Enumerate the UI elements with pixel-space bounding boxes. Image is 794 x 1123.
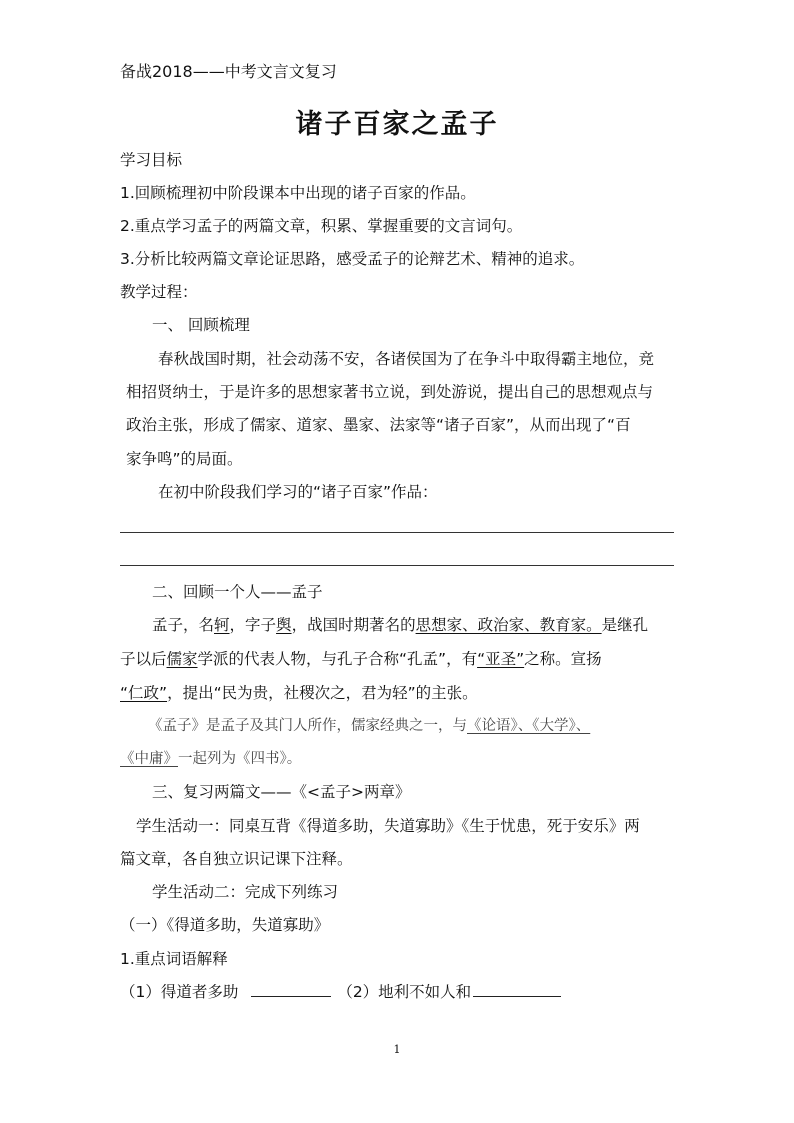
text-run: ，战国时期著名的 [291,616,416,634]
goal-item-1: 1.回顾梳理初中阶段课本中出现的诸子百家的作品。 [120,184,476,202]
mengzi-bio-line-3 [120,683,478,703]
underlined-roles: 思想家、政治家、教育家。 [415,616,602,634]
section1-para-line-4: 家争鸣”的局面。 [126,450,243,468]
underlined-books: 《论语》、《大学》、 [467,718,591,734]
section1-para-line-2: 相招贤纳士，于是许多的思想家著书立说，到处游说，提出自己的思想观点与 [126,383,654,401]
underlined-school: 儒家 [166,650,198,668]
subsection-1-title: （一）《得道多助，失道寡助》 [120,916,330,934]
goal-item-2: 2.重点学习孟子的两篇文章，积累、掌握重要的文言词句。 [120,217,523,235]
activity2: 学生活动二：完成下列练习 [152,883,339,901]
question-1-items [120,982,561,1002]
activity1-line-1: 学生活动一：同桌互背《得道多助，失道寡助》《生于忧患，死于安乐》两 [136,817,640,835]
document-title: 诸子百家之孟子 [295,109,499,140]
activity1-line-2: 篇文章，各自独立识记课下注释。 [120,850,353,868]
goal-item-3: 3.分析比较两篇文章论证思路，感受孟子的论辩艺术、精神的追求。 [120,250,585,268]
goals-heading: 学习目标 [120,151,183,169]
underlined-book: 《中庸》 [120,751,178,767]
text-run: ，字子 [229,616,277,634]
answer-blank-1[interactable] [251,982,331,997]
answer-line-1[interactable] [120,532,674,533]
section1-para-line-3: 政治主张，形成了儒家、道家、墨家、法家等“诸子百家”，从而出现了“百 [126,416,631,434]
answer-blank-2[interactable] [473,982,561,997]
section2-heading: 二、回顾一个人——孟子 [152,583,323,601]
mengzi-book-line-1 [148,716,590,736]
underlined-doctrine: “仁政” [120,684,168,702]
text-run: 《孟子》是孟子及其门人所作，儒家经典之一，与 [148,718,467,734]
answer-line-2[interactable] [120,565,674,566]
document-header: 备战2018——中考文言文复习 [120,62,337,81]
question-1-heading: 1.重点词语解释 [120,950,228,968]
text-run: 一起列为《四书》。 [178,751,302,767]
text-run: 学派的代表人物，与孔子合称“孔孟”，有 [197,650,478,668]
mengzi-book-line-2 [120,749,301,769]
process-heading: 教学过程： [120,283,198,301]
section3-heading: 三、复习两篇文——《<孟子>两章》 [152,783,411,801]
question-item-1: （1）得道者多助 [120,983,239,1001]
text-run: ，提出“民为贵，社稷次之，君为轻”的主张。 [167,684,478,702]
text-run: 子以后 [120,650,167,668]
underlined-name: 轲 [214,616,230,634]
page-number: 1 [393,1043,401,1056]
mengzi-bio-line-1 [152,615,648,635]
text-run: 是继孔 [601,616,649,634]
mengzi-bio-line-2 [120,649,602,669]
question-item-2: （2）地利不如人和 [337,983,472,1001]
text-run: 之称。宣扬 [524,650,602,668]
text-run: 孟子，名 [152,616,215,634]
underlined-courtesy-name: 舆 [276,616,292,634]
section1-heading: 一、 回顾梳理 [152,316,250,334]
underlined-title: “亚圣” [477,650,525,668]
section1-para-line-1: 春秋战国时期，社会动荡不安，各诸侯国为了在争斗中取得霸主地位，竞 [158,350,655,368]
works-prompt: 在初中阶段我们学习的“诸子百家”作品： [158,483,438,501]
